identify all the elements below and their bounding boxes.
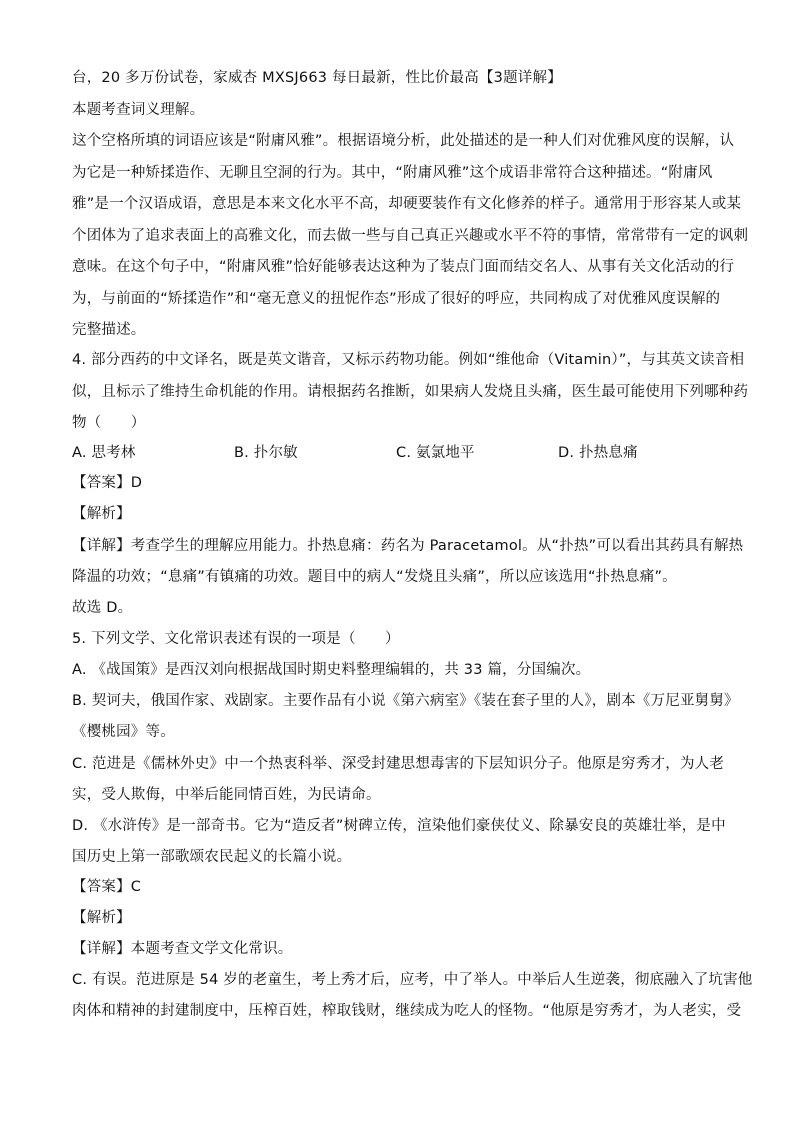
q3-analysis-line: 意味。在这个句子中，“附庸风雅”恰好能够表达这种为了装点门面而结交名人、从事有关文化活动的行 — [72, 259, 735, 275]
q3-analysis-line: 为，与前面的“矫揉造作”和“毫无意义的扭怩作态”形成了很好的呼应，共同构成了对优雅风度误解的 — [72, 291, 721, 307]
q5-option-line: A. 《战国策》是西汉刘向根据战国时期史料整理编辑的，共 33 篇，分国编次。 — [72, 662, 591, 678]
q4-option-d: D. 扑热息痛 — [558, 445, 638, 461]
q3-analysis-intro: 本题考查词义理解。 — [72, 102, 205, 118]
q5-option-line: C. 范进是《儒林外史》中一个热衷科举、深受封建思想毒害的下层知识分子。他原是穷秀才，为人老 — [72, 756, 725, 772]
q4-answer: 【答案】D — [72, 475, 143, 491]
header-line: 台，20 多万份试卷，家威杏 MXSJ663 每日最新，性比价最高【3题详解】 — [72, 70, 562, 86]
q5-analysis-label: 【解析】 — [72, 910, 131, 926]
q4-option-a: A. 思考林 — [72, 445, 136, 461]
q4-conclusion: 故选 D。 — [72, 600, 133, 616]
q4-detail-line: 降温的功效；“息痛”有镇痛的功效。题目中的病人“发烧且头痛”，所以应该选用“扑热息痛”。 — [72, 569, 677, 585]
q5-option-line: B. 契诃夫，俄国作家、戏剧家。主要作品有小说《第六病室》《装在套子里的人》，剧本《万尼亚舅舅》 — [72, 693, 739, 709]
q4-option-c: C. 氨氯地平 — [396, 445, 475, 461]
q4-detail-line: 【详解】考查学生的理解应用能力。扑热息痛：药名为 Paracetamol。从“扑热”可以看出其药具有解热 — [72, 538, 744, 554]
q3-analysis-line: 这个空格所填的词语应该是“附庸风雅”。根据语境分析，此处描述的是一种人们对优雅风度的误解，认 — [72, 133, 735, 149]
q4-stem-line: 似，且标示了维持生命机能的作用。请根据药名推断，如果病人发烧且头痛，医生最可能使用下列哪种药 — [72, 384, 749, 400]
q5-detail-intro: 【详解】本题考查文学文化常识。 — [72, 941, 293, 957]
q4-option-b: B. 扑尔敏 — [234, 445, 298, 461]
q3-analysis-line: 为它是一种矫揉造作、无聊且空洞的行为。其中，“附庸风雅”这个成语非常符合这种描述。“附庸风 — [72, 165, 713, 181]
q4-analysis-label: 【解析】 — [72, 506, 131, 522]
q5-option-line: D. 《水浒传》是一部奇书。它为“造反者”树碑立传，渲染他们豪侠仗义、除暴安良的英雄壮举，是中 — [72, 818, 726, 834]
q5-detail-line: C. 有误。范进原是 54 岁的老童生，考上秀才后，应考，中了举人。中举后人生逆袭，彻底融入了坑害他 — [72, 972, 753, 988]
q3-analysis-line: 完整描述。 — [72, 322, 146, 338]
q5-option-line: 国历史上第一部歌颂农民起义的长篇小说。 — [72, 849, 352, 865]
q5-option-line: 实，受人欺侮，中举后能同情百姓，为民请命。 — [72, 787, 381, 803]
q4-stem-line: 4. 部分西药的中文译名，既是英文谐音，又标示药物功能。例如“维他命（Vitamin）”，与其英文读音相 — [72, 352, 745, 368]
q4-stem-line: 物（ ） — [72, 415, 146, 431]
q5-answer: 【答案】C — [72, 879, 142, 895]
q3-analysis-line: 个团体为了追求表面上的高雅文化，而去做一些与自己真正兴趣或水平不符的事情，常常带有一定的讽刺 — [72, 228, 749, 244]
q5-detail-line: 肉体和精神的封建制度中，压榨百姓，榨取钱财，继续成为吃人的怪物。“他原是穷秀才，为人老实，受 — [72, 1003, 742, 1019]
q3-analysis-line: 雅”是一个汉语成语，意思是本来文化水平不高，却硬要装作有文化修养的样子。通常用于形容某人或某 — [72, 196, 742, 212]
q5-option-line: 《樱桃园》等。 — [72, 724, 175, 740]
q5-stem: 5. 下列文学、文化常识表述有误的一项是（ ） — [72, 631, 400, 647]
